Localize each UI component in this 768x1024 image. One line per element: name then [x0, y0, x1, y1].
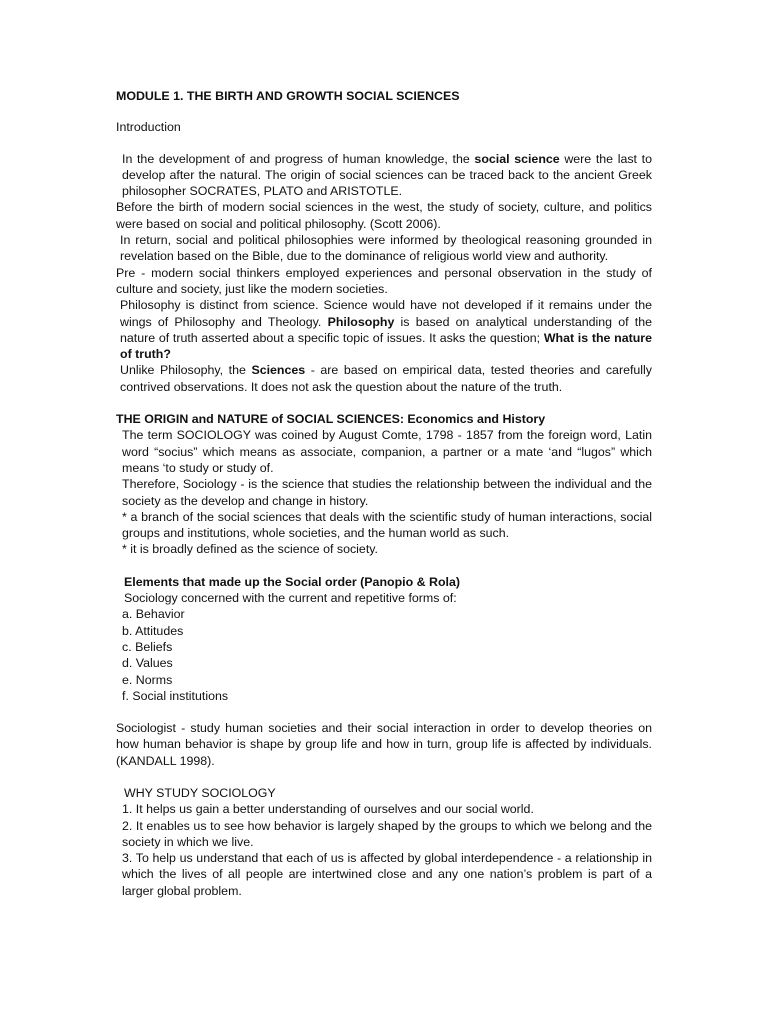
- intro-p5-text-a: Philosophy is distinct from science. Science would have not developed if it remains under the wings of Philosophy and Theology.: [120, 298, 652, 329]
- intro-p5-text-c: is based on analytical understanding of the nature of truth asserted about a specific topic of issues. It asks the question;: [120, 314, 652, 345]
- introduction-heading: Introduction: [116, 120, 181, 135]
- intro-p1-text-a: In the development of and progress of human knowledge, the: [122, 151, 475, 166]
- list-item: f. Social institutions: [122, 688, 229, 703]
- why-item-2: 2. It enables us to see how behavior is largely shaped by the groups to which we belong and the society in which we live.: [122, 818, 652, 849]
- origin-paragraph-4: * it is broadly defined as the science of society.: [122, 542, 378, 557]
- list-item: d. Values: [122, 656, 173, 671]
- list-item: c. Beliefs: [122, 639, 173, 654]
- intro-paragraph-2: Before the birth of modern social sciences in the west, the study of society, culture, and politics were based on social and political philosophy. (Scott 2006).: [116, 200, 652, 231]
- spacer: [116, 558, 652, 574]
- origin-paragraph-2: Therefore, Sociology - is the science that studies the relationship between the individual and the society as the develop and change in history.: [122, 477, 652, 508]
- elements-intro: Sociology concerned with the current and repetitive forms of:: [124, 591, 457, 606]
- why-item-3: 3. To help us understand that each of us is affected by global interdependence - a relationship in which the lives of all people are intertwined close and any one nation’s problem is part of a larger global problem.: [122, 851, 652, 898]
- intro-p6-bold-sciences: Sciences: [251, 363, 306, 378]
- list-item: b. Attitudes: [122, 623, 184, 638]
- spacer: [116, 704, 652, 720]
- elements-list: [116, 606, 652, 704]
- intro-p6-text-c: - are based on empirical data, tested theories and carefully contrived observations. It does not ask the question about the nature of the truth.: [120, 363, 652, 394]
- intro-paragraph-4: Pre - modern social thinkers employed experiences and personal observation in the study of culture and society, just like the modern societies.: [116, 265, 652, 296]
- intro-paragraph-3: In return, social and political philosophies were informed by theological reasoning grounded in revelation based on the Bible, due to the dominance of religious world view and authority.: [120, 233, 652, 264]
- sociologist-paragraph: Sociologist - study human societies and their social interaction in order to develop theories on how human behavior is shape by group life and how in turn, group life is affected by individuals. (KANDALL 1998).: [116, 721, 652, 768]
- intro-p6-text-a: Unlike Philosophy, the: [120, 363, 252, 378]
- module-title: MODULE 1. THE BIRTH AND GROWTH SOCIAL SCIENCES: [116, 89, 460, 103]
- why-item-1: 1. It helps us gain a better understanding of ourselves and our social world.: [122, 802, 534, 817]
- origin-paragraph-1: The term SOCIOLOGY was coined by August Comte, 1798 - 1857 from the foreign word, Latin word “socius” which means as associate, companion, a partner or a mate ‘and “lugos” which means ‘to study or study of.: [122, 428, 652, 475]
- list-item: a. Behavior: [122, 607, 185, 622]
- elements-heading: Elements that made up the Social order (Panopio & Rola): [124, 574, 460, 589]
- intro-p1-bold: social science: [474, 151, 560, 166]
- origin-paragraph-3: * a branch of the social sciences that deals with the scientific study of human interactions, social groups and institutions, whole societies, and the human world as such.: [122, 509, 652, 541]
- spacer: [116, 769, 652, 785]
- intro-paragraph-5: [116, 297, 652, 362]
- why-study-heading: WHY STUDY SOCIOLOGY: [124, 785, 276, 800]
- origin-heading: THE ORIGIN and NATURE of SOCIAL SCIENCES: Economics and History: [116, 412, 546, 427]
- intro-p1-text-c: were the last to develop after the natural. The origin of social sciences can be traced back to the ancient Greek philosopher SOCRATES, PLATO and ARISTOTLE.: [122, 151, 652, 199]
- list-item: e. Norms: [122, 672, 173, 687]
- spacer: [116, 395, 652, 411]
- intro-p5-bold-philosophy: Philosophy: [327, 314, 395, 329]
- intro-p5-bold-question: What is the nature of truth?: [120, 330, 652, 362]
- intro-paragraph-6: [116, 362, 652, 395]
- document-body: [116, 88, 652, 899]
- intro-paragraph-1: [116, 151, 652, 200]
